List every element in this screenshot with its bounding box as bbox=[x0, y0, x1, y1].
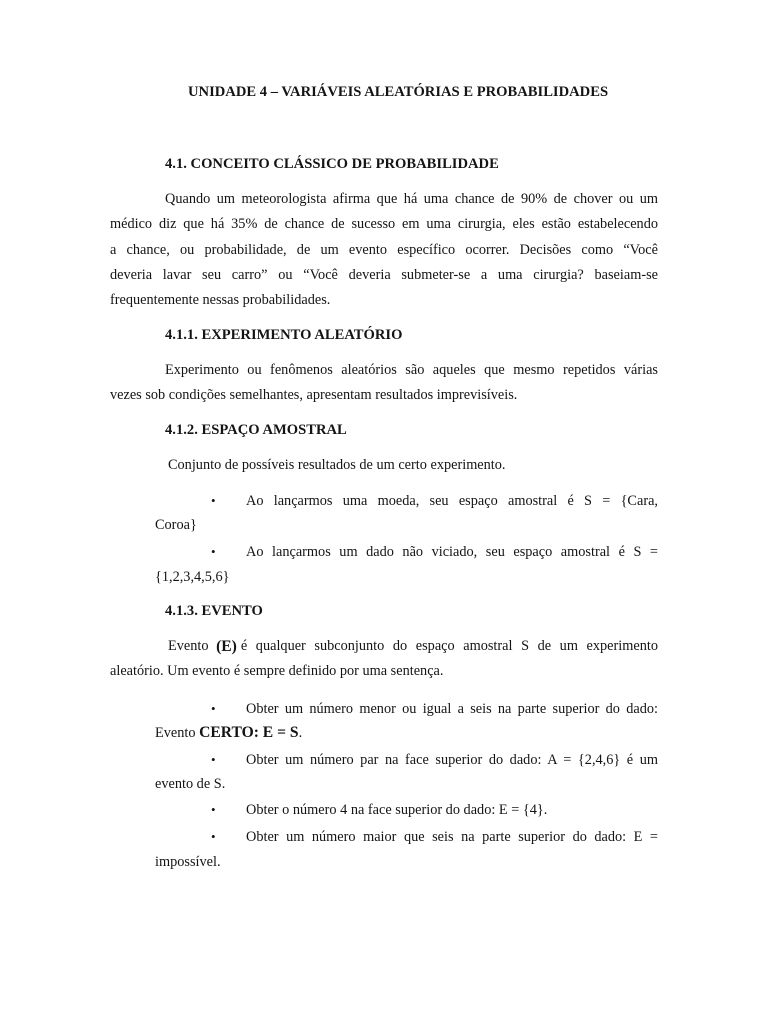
bullet-text-continuation: evento de S. bbox=[155, 776, 226, 792]
paragraph-line: frequentemente nessas probabilidades. bbox=[110, 292, 331, 308]
bullet-icon: • bbox=[211, 701, 216, 716]
paragraph-line: vezes sob condições semelhantes, apresentam resultados imprevisíveis. bbox=[110, 387, 518, 403]
paragraph-line: aleatório. Um evento é sempre definido por uma sentença. bbox=[110, 663, 444, 679]
section-heading-4-1-2: 4.1.2. ESPAÇO AMOSTRAL bbox=[165, 422, 347, 438]
evento-symbol: (E) bbox=[216, 638, 237, 655]
paragraph-line: a chance, ou probabilidade, de um evento específico ocorrer. Decisões como “Você bbox=[110, 242, 658, 258]
section-heading-4-1: 4.1. CONCEITO CLÁSSICO DE PROBABILIDADE bbox=[165, 156, 499, 172]
paragraph-line: médico diz que há 35% de chance de sucesso em uma cirurgia, eles estão estabelecendo bbox=[110, 216, 658, 232]
bullet-icon: • bbox=[211, 829, 216, 844]
evento-suffix: . bbox=[298, 725, 303, 741]
bullet-text: Obter um número menor ou igual a seis na parte superior do dado: bbox=[246, 701, 658, 717]
evento-label: Evento bbox=[168, 638, 213, 654]
section-heading-4-1-1: 4.1.1. EXPERIMENTO ALEATÓRIO bbox=[165, 327, 403, 343]
page-title: UNIDADE 4 – VARIÁVEIS ALEATÓRIAS E PROBABILIDADES bbox=[188, 84, 609, 100]
evento-definition: é qualquer subconjunto do espaço amostral S de um experimento bbox=[240, 638, 658, 654]
bullet-text-continuation: impossível. bbox=[155, 854, 221, 870]
bullet-text: Ao lançarmos uma moeda, seu espaço amostral é S = {Cara, bbox=[246, 493, 658, 509]
bullet-text: Obter o número 4 na face superior do dado: E = {4}. bbox=[246, 802, 548, 818]
bullet-text-continuation bbox=[155, 725, 302, 741]
bullet-text: Obter um número par na face superior do dado: A = {2,4,6} é um bbox=[246, 752, 658, 768]
evento-certo: CERTO: E = S bbox=[199, 724, 299, 741]
bullet-icon: • bbox=[211, 493, 216, 508]
paragraph-line: deveria lavar seu carro” ou “Você deveria submeter-se a uma cirurgia? baseiam-se bbox=[110, 267, 658, 283]
paragraph-line: Experimento ou fenômenos aleatórios são aqueles que mesmo repetidos várias bbox=[165, 362, 658, 378]
bullet-icon: • bbox=[211, 752, 216, 767]
bullet-text-continuation: {1,2,3,4,5,6} bbox=[155, 569, 230, 585]
bullet-text: Obter um número maior que seis na parte superior do dado: E = bbox=[246, 829, 658, 845]
bullet-text: Ao lançarmos um dado não viciado, seu espaço amostral é S = bbox=[246, 544, 658, 560]
bullet-icon: • bbox=[211, 802, 216, 817]
paragraph-line: Conjunto de possíveis resultados de um certo experimento. bbox=[168, 457, 506, 473]
paragraph-line bbox=[168, 639, 658, 655]
section-heading-4-1-3: 4.1.3. EVENTO bbox=[165, 603, 263, 619]
bullet-icon: • bbox=[211, 544, 216, 559]
evento-prefix: Evento bbox=[155, 725, 200, 741]
paragraph-line: Quando um meteorologista afirma que há uma chance de 90% de chover ou um bbox=[165, 191, 658, 207]
bullet-text-continuation: Coroa} bbox=[155, 517, 197, 533]
